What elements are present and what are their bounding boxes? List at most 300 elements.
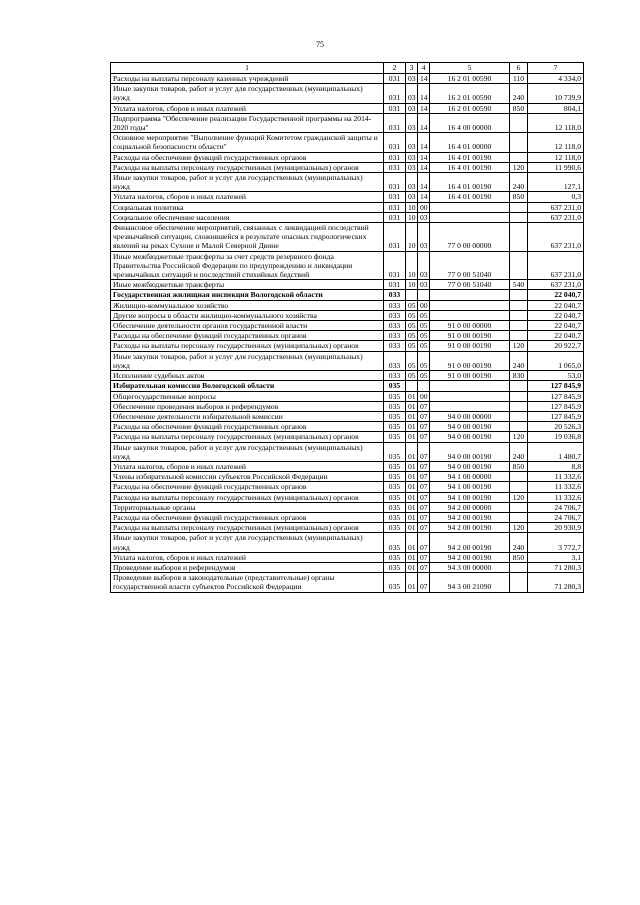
row-section-cell: 01	[406, 492, 418, 502]
row-expense-type-cell	[510, 573, 528, 592]
row-target-article-cell	[430, 202, 510, 212]
row-subsection-cell: 07	[418, 562, 430, 572]
row-name-cell: Другие вопросы в области жилищно-коммунального хозяйства	[111, 310, 384, 320]
row-sum-cell: 127 845,9	[528, 401, 584, 411]
row-section-cell: 01	[406, 573, 418, 592]
row-admin-code-cell: 035	[384, 422, 406, 432]
row-target-article-cell: 91 0 00 00190	[430, 351, 510, 370]
row-admin-code-cell: 031	[384, 202, 406, 212]
row-subsection-cell: 14	[418, 173, 430, 192]
row-subsection-cell: 07	[418, 533, 430, 552]
row-name-cell: Расходы на выплаты персоналу казенных учреждений	[111, 74, 384, 84]
table-row	[111, 133, 584, 152]
row-sum-cell: 22 040,7	[528, 290, 584, 300]
row-section-cell: 03	[406, 113, 418, 132]
row-admin-code-cell: 035	[384, 562, 406, 572]
row-admin-code-cell: 031	[384, 251, 406, 280]
row-sum-cell: 71 280,3	[528, 573, 584, 592]
table-row	[111, 461, 584, 471]
table-row	[111, 321, 584, 331]
row-target-article-cell	[430, 310, 510, 320]
row-subsection-cell: 07	[418, 461, 430, 471]
page-number: 75	[316, 40, 324, 49]
table-row	[111, 552, 584, 562]
table-row	[111, 113, 584, 132]
row-section-cell: 03	[406, 173, 418, 192]
row-section-cell: 05	[406, 331, 418, 341]
table-row	[111, 202, 584, 212]
row-expense-type-cell: 850	[510, 103, 528, 113]
row-sum-cell: 0,3	[528, 192, 584, 202]
row-admin-code-cell: 035	[384, 432, 406, 442]
row-target-article-cell	[430, 391, 510, 401]
row-name-cell: Проведение выборов и референдумов	[111, 562, 384, 572]
row-sum-cell: 637 231,0	[528, 202, 584, 212]
row-expense-type-cell	[510, 133, 528, 152]
row-target-article-cell: 94 1 00 00000	[430, 472, 510, 482]
row-expense-type-cell	[510, 411, 528, 421]
row-expense-type-cell: 850	[510, 552, 528, 562]
row-section-cell: 01	[406, 502, 418, 512]
row-sum-cell: 637 231,0	[528, 280, 584, 290]
row-target-article-cell: 16 4 01 00190	[430, 173, 510, 192]
row-target-article-cell: 16 4 00 00000	[430, 113, 510, 132]
row-subsection-cell: 03	[418, 251, 430, 280]
row-sum-cell: 11 332,6	[528, 472, 584, 482]
row-sum-cell: 1 065,0	[528, 351, 584, 370]
row-sum-cell: 11 332,6	[528, 492, 584, 502]
table-row	[111, 331, 584, 341]
row-sum-cell: 22 040,7	[528, 331, 584, 341]
row-target-article-cell: 16 2 01 00590	[430, 74, 510, 84]
row-name-cell: Иные закупки товаров, работ и услуг для государственных (муниципальных) нужд	[111, 84, 384, 103]
row-subsection-cell: 05	[418, 341, 430, 351]
budget-table	[110, 62, 584, 593]
row-sum-cell: 637 231,0	[528, 223, 584, 252]
row-expense-type-cell: 830	[510, 371, 528, 381]
row-expense-type-cell	[510, 512, 528, 522]
row-expense-type-cell	[510, 251, 528, 280]
table-row	[111, 422, 584, 432]
table-row	[111, 223, 584, 252]
column-header: 2	[384, 63, 406, 74]
row-admin-code-cell: 035	[384, 381, 406, 391]
row-expense-type-cell	[510, 202, 528, 212]
row-section-cell: 01	[406, 411, 418, 421]
row-section-cell: 01	[406, 562, 418, 572]
row-name-cell: Уплата налогов, сборов и иных платежей	[111, 461, 384, 471]
row-expense-type-cell	[510, 321, 528, 331]
row-target-article-cell: 94 2 00 00190	[430, 523, 510, 533]
table-row	[111, 472, 584, 482]
row-target-article-cell: 16 4 01 00190	[430, 192, 510, 202]
row-expense-type-cell	[510, 381, 528, 391]
column-header: 1	[111, 63, 384, 74]
row-subsection-cell: 07	[418, 552, 430, 562]
table-row	[111, 523, 584, 533]
row-target-article-cell: 94 2 00 00190	[430, 512, 510, 522]
row-expense-type-cell	[510, 290, 528, 300]
row-admin-code-cell: 031	[384, 223, 406, 252]
row-sum-cell: 20 930,9	[528, 523, 584, 533]
row-target-article-cell: 91 0 00 00190	[430, 331, 510, 341]
row-name-cell: Иные закупки товаров, работ и услуг для государственных (муниципальных) нужд	[111, 351, 384, 370]
row-name-cell: Расходы на обеспечение функций государственных органов	[111, 482, 384, 492]
row-section-cell	[406, 381, 418, 391]
row-name-cell: Расходы на обеспечение функций государственных органов	[111, 422, 384, 432]
row-expense-type-cell: 120	[510, 432, 528, 442]
column-header: 6	[510, 63, 528, 74]
row-expense-type-cell: 240	[510, 84, 528, 103]
table-row	[111, 103, 584, 113]
row-name-cell: Проведение выборов в законодательные (представительные) органы государственной власти субъектов Российской Федерации	[111, 573, 384, 592]
row-section-cell: 10	[406, 251, 418, 280]
row-name-cell: Территориальные органы	[111, 502, 384, 512]
row-sum-cell: 127 845,9	[528, 411, 584, 421]
row-expense-type-cell: 240	[510, 533, 528, 552]
row-admin-code-cell: 035	[384, 461, 406, 471]
row-section-cell: 03	[406, 152, 418, 162]
row-admin-code-cell: 031	[384, 103, 406, 113]
row-section-cell: 01	[406, 482, 418, 492]
row-sum-cell: 637 231,0	[528, 212, 584, 222]
row-name-cell: Расходы на выплаты персоналу государственных (муниципальных) органов	[111, 492, 384, 502]
row-name-cell: Обеспечение проведения выборов и референдумов	[111, 401, 384, 411]
row-subsection-cell: 05	[418, 331, 430, 341]
row-admin-code-cell: 031	[384, 133, 406, 152]
row-admin-code-cell: 033	[384, 290, 406, 300]
table-row	[111, 401, 584, 411]
row-name-cell: Иные межбюджетные трансферты за счет средств резервного фонда Правительства Российской Федерации по предупреждению и ликвидации чрезвычайных ситуаций и последствий стихийных бедствий	[111, 251, 384, 280]
row-subsection-cell: 07	[418, 492, 430, 502]
row-name-cell: Обеспечение деятельности органов государственной власти	[111, 321, 384, 331]
row-sum-cell: 24 706,7	[528, 512, 584, 522]
row-expense-type-cell	[510, 300, 528, 310]
row-sum-cell: 3 772,7	[528, 533, 584, 552]
row-name-cell: Иные закупки товаров, работ и услуг для государственных (муниципальных) нужд	[111, 533, 384, 552]
row-sum-cell: 127 845,9	[528, 391, 584, 401]
column-header: 3	[406, 63, 418, 74]
table-row	[111, 192, 584, 202]
table-header-row	[111, 63, 584, 74]
row-admin-code-cell: 035	[384, 523, 406, 533]
row-name-cell: Общегосударственные вопросы	[111, 391, 384, 401]
row-expense-type-cell	[510, 223, 528, 252]
row-target-article-cell: 91 0 00 00190	[430, 341, 510, 351]
row-section-cell: 03	[406, 103, 418, 113]
row-section-cell: 01	[406, 552, 418, 562]
row-sum-cell: 12 118,0	[528, 152, 584, 162]
table-row	[111, 533, 584, 552]
column-header: 5	[430, 63, 510, 74]
table-row	[111, 290, 584, 300]
row-admin-code-cell: 031	[384, 84, 406, 103]
table-row	[111, 381, 584, 391]
row-admin-code-cell: 031	[384, 212, 406, 222]
row-admin-code-cell: 033	[384, 371, 406, 381]
row-subsection-cell	[418, 381, 430, 391]
row-expense-type-cell	[510, 422, 528, 432]
row-expense-type-cell: 120	[510, 341, 528, 351]
row-admin-code-cell: 035	[384, 492, 406, 502]
row-expense-type-cell: 540	[510, 280, 528, 290]
row-subsection-cell	[418, 290, 430, 300]
row-section-cell: 01	[406, 432, 418, 442]
row-admin-code-cell: 035	[384, 482, 406, 492]
row-name-cell: Расходы на обеспечение функций государственных органов	[111, 512, 384, 522]
row-target-article-cell: 94 2 00 00000	[430, 502, 510, 512]
row-admin-code-cell: 035	[384, 533, 406, 552]
row-target-article-cell: 91 0 00 00000	[430, 321, 510, 331]
row-sum-cell: 12 118,0	[528, 113, 584, 132]
row-subsection-cell: 07	[418, 401, 430, 411]
row-sum-cell: 19 036,8	[528, 432, 584, 442]
row-name-cell: Уплата налогов, сборов и иных платежей	[111, 552, 384, 562]
row-sum-cell: 3,1	[528, 552, 584, 562]
row-admin-code-cell: 031	[384, 280, 406, 290]
row-name-cell: Уплата налогов, сборов и иных платежей	[111, 192, 384, 202]
row-subsection-cell: 14	[418, 152, 430, 162]
row-sum-cell: 804,1	[528, 103, 584, 113]
row-admin-code-cell: 031	[384, 173, 406, 192]
row-expense-type-cell	[510, 472, 528, 482]
row-subsection-cell: 07	[418, 573, 430, 592]
row-sum-cell: 4 334,0	[528, 74, 584, 84]
row-section-cell: 03	[406, 84, 418, 103]
row-target-article-cell: 94 0 00 00000	[430, 411, 510, 421]
row-expense-type-cell	[510, 113, 528, 132]
row-sum-cell: 20 526,3	[528, 422, 584, 432]
row-section-cell: 01	[406, 401, 418, 411]
row-name-cell: Обеспечение деятельности избирательной комиссии	[111, 411, 384, 421]
row-admin-code-cell: 035	[384, 573, 406, 592]
row-target-article-cell: 77 0 00 51040	[430, 280, 510, 290]
row-target-article-cell	[430, 290, 510, 300]
row-expense-type-cell	[510, 401, 528, 411]
row-target-article-cell	[430, 401, 510, 411]
row-sum-cell: 71 280,3	[528, 562, 584, 572]
row-expense-type-cell	[510, 482, 528, 492]
row-admin-code-cell: 031	[384, 113, 406, 132]
row-subsection-cell: 00	[418, 202, 430, 212]
row-admin-code-cell: 035	[384, 411, 406, 421]
row-subsection-cell: 03	[418, 212, 430, 222]
row-expense-type-cell	[510, 502, 528, 512]
row-section-cell	[406, 290, 418, 300]
row-sum-cell: 127,1	[528, 173, 584, 192]
row-subsection-cell: 07	[418, 422, 430, 432]
row-section-cell: 05	[406, 310, 418, 320]
row-section-cell: 01	[406, 512, 418, 522]
table-row	[111, 351, 584, 370]
row-subsection-cell: 07	[418, 442, 430, 461]
row-section-cell: 01	[406, 422, 418, 432]
row-expense-type-cell	[510, 152, 528, 162]
row-section-cell: 05	[406, 351, 418, 370]
row-section-cell: 01	[406, 472, 418, 482]
row-target-article-cell	[430, 212, 510, 222]
table-row	[111, 442, 584, 461]
row-sum-cell: 22 040,7	[528, 321, 584, 331]
row-sum-cell: 53,0	[528, 371, 584, 381]
row-section-cell: 03	[406, 192, 418, 202]
row-target-article-cell: 94 1 00 00190	[430, 492, 510, 502]
row-subsection-cell: 05	[418, 310, 430, 320]
row-target-article-cell: 94 3 00 00000	[430, 562, 510, 572]
row-admin-code-cell: 035	[384, 512, 406, 522]
table-row	[111, 173, 584, 192]
row-name-cell: Иные закупки товаров, работ и услуг для государственных (муниципальных) нужд	[111, 173, 384, 192]
row-section-cell: 10	[406, 280, 418, 290]
column-header: 4	[418, 63, 430, 74]
row-section-cell: 05	[406, 321, 418, 331]
row-target-article-cell: 94 0 00 00190	[430, 461, 510, 471]
row-section-cell: 01	[406, 523, 418, 533]
row-target-article-cell: 16 4 01 00190	[430, 152, 510, 162]
row-target-article-cell: 77 0 00 00000	[430, 223, 510, 252]
row-name-cell: Исполнение судебных актов	[111, 371, 384, 381]
row-name-cell: Иные закупки товаров, работ и услуг для государственных (муниципальных) нужд	[111, 442, 384, 461]
row-name-cell: Подпрограмма "Обеспечение реализации Государственной программы на 2014-2020 годы"	[111, 113, 384, 132]
row-subsection-cell: 14	[418, 74, 430, 84]
row-admin-code-cell: 033	[384, 321, 406, 331]
row-sum-cell: 1 480,7	[528, 442, 584, 461]
table-row	[111, 162, 584, 172]
row-section-cell: 01	[406, 533, 418, 552]
row-section-cell: 03	[406, 162, 418, 172]
table-row	[111, 212, 584, 222]
row-target-article-cell: 94 3 00 21090	[430, 573, 510, 592]
table-row	[111, 562, 584, 572]
row-admin-code-cell: 033	[384, 310, 406, 320]
row-section-cell: 10	[406, 202, 418, 212]
row-name-cell: Расходы на выплаты персоналу государственных (муниципальных) органов	[111, 341, 384, 351]
row-target-article-cell: 16 4 01 00000	[430, 133, 510, 152]
row-name-cell: Расходы на обеспечение функций государственных органов	[111, 152, 384, 162]
row-expense-type-cell: 240	[510, 351, 528, 370]
row-name-cell: Государственная жилищная инспекция Вологодской области	[111, 290, 384, 300]
row-subsection-cell: 14	[418, 192, 430, 202]
row-section-cell: 10	[406, 223, 418, 252]
row-sum-cell: 22 040,7	[528, 310, 584, 320]
table-row	[111, 492, 584, 502]
table-row	[111, 300, 584, 310]
row-expense-type-cell	[510, 562, 528, 572]
row-sum-cell: 637 231,0	[528, 251, 584, 280]
table-row	[111, 74, 584, 84]
row-name-cell: Члены избирательной комиссии субъектов Российской Федерации	[111, 472, 384, 482]
table-row	[111, 251, 584, 280]
row-subsection-cell: 14	[418, 133, 430, 152]
row-target-article-cell: 94 0 00 00190	[430, 442, 510, 461]
row-target-article-cell: 94 1 00 00190	[430, 482, 510, 492]
row-admin-code-cell: 031	[384, 192, 406, 202]
row-subsection-cell: 07	[418, 432, 430, 442]
row-subsection-cell: 05	[418, 321, 430, 331]
row-section-cell: 01	[406, 461, 418, 471]
row-sum-cell: 8,8	[528, 461, 584, 471]
row-sum-cell: 11 332,6	[528, 482, 584, 492]
row-target-article-cell	[430, 381, 510, 391]
row-admin-code-cell: 031	[384, 74, 406, 84]
row-subsection-cell: 00	[418, 391, 430, 401]
table-body	[111, 63, 584, 593]
row-section-cell: 05	[406, 300, 418, 310]
row-name-cell: Основное мероприятие "Выполнение функций Комитетом гражданской защиты и социальной безопасности области"	[111, 133, 384, 152]
row-subsection-cell: 03	[418, 223, 430, 252]
row-subsection-cell: 07	[418, 472, 430, 482]
row-target-article-cell: 91 0 00 00190	[430, 371, 510, 381]
table-row	[111, 391, 584, 401]
row-admin-code-cell: 031	[384, 152, 406, 162]
row-sum-cell: 10 739,9	[528, 84, 584, 103]
row-subsection-cell: 07	[418, 482, 430, 492]
row-target-article-cell: 16 2 01 00590	[430, 103, 510, 113]
table-row	[111, 432, 584, 442]
row-admin-code-cell: 031	[384, 162, 406, 172]
table-row	[111, 310, 584, 320]
column-header: 7	[528, 63, 584, 74]
row-target-article-cell: 16 2 01 00590	[430, 84, 510, 103]
row-target-article-cell: 94 2 00 00190	[430, 533, 510, 552]
row-target-article-cell: 94 0 00 00190	[430, 422, 510, 432]
row-sum-cell: 20 922,7	[528, 341, 584, 351]
row-subsection-cell: 03	[418, 280, 430, 290]
row-expense-type-cell: 850	[510, 461, 528, 471]
row-section-cell: 01	[406, 391, 418, 401]
row-admin-code-cell: 035	[384, 552, 406, 562]
row-name-cell: Расходы на обеспечение функций государственных органов	[111, 331, 384, 341]
row-expense-type-cell: 240	[510, 442, 528, 461]
row-expense-type-cell: 240	[510, 173, 528, 192]
row-expense-type-cell: 120	[510, 523, 528, 533]
row-expense-type-cell: 110	[510, 74, 528, 84]
row-target-article-cell: 94 2 00 00190	[430, 552, 510, 562]
row-subsection-cell: 14	[418, 162, 430, 172]
table-row	[111, 573, 584, 592]
table-row	[111, 411, 584, 421]
row-name-cell: Уплата налогов, сборов и иных платежей	[111, 103, 384, 113]
row-admin-code-cell: 035	[384, 502, 406, 512]
row-name-cell: Жилищно-коммунальное хозяйство	[111, 300, 384, 310]
row-name-cell: Иные межбюджетные трансферты	[111, 280, 384, 290]
row-subsection-cell: 07	[418, 512, 430, 522]
row-section-cell: 03	[406, 74, 418, 84]
table-row	[111, 371, 584, 381]
row-section-cell: 01	[406, 442, 418, 461]
table-row	[111, 152, 584, 162]
row-admin-code-cell: 035	[384, 442, 406, 461]
row-subsection-cell: 05	[418, 351, 430, 370]
row-subsection-cell: 07	[418, 502, 430, 512]
row-sum-cell: 127 845,9	[528, 381, 584, 391]
row-section-cell: 10	[406, 212, 418, 222]
row-subsection-cell: 14	[418, 84, 430, 103]
table-row	[111, 512, 584, 522]
row-expense-type-cell: 850	[510, 192, 528, 202]
row-name-cell: Расходы на выплаты персоналу государственных (муниципальных) органов	[111, 523, 384, 533]
row-section-cell: 05	[406, 371, 418, 381]
row-admin-code-cell: 033	[384, 331, 406, 341]
row-sum-cell: 24 706,7	[528, 502, 584, 512]
row-name-cell: Избирательная комиссия Вологодской области	[111, 381, 384, 391]
row-name-cell: Финансовое обеспечение мероприятий, связанных с ликвидацией последствий чрезвычайной ситуации, сложившейся в результате опасных гидрологических явлений на реках Сухоне и Малой Северной Двине	[111, 223, 384, 252]
row-subsection-cell: 14	[418, 113, 430, 132]
row-name-cell: Расходы на выплаты персоналу государственных (муниципальных) органов	[111, 162, 384, 172]
row-admin-code-cell: 035	[384, 472, 406, 482]
row-target-article-cell: 77 0 00 51040	[430, 251, 510, 280]
row-admin-code-cell: 033	[384, 351, 406, 370]
